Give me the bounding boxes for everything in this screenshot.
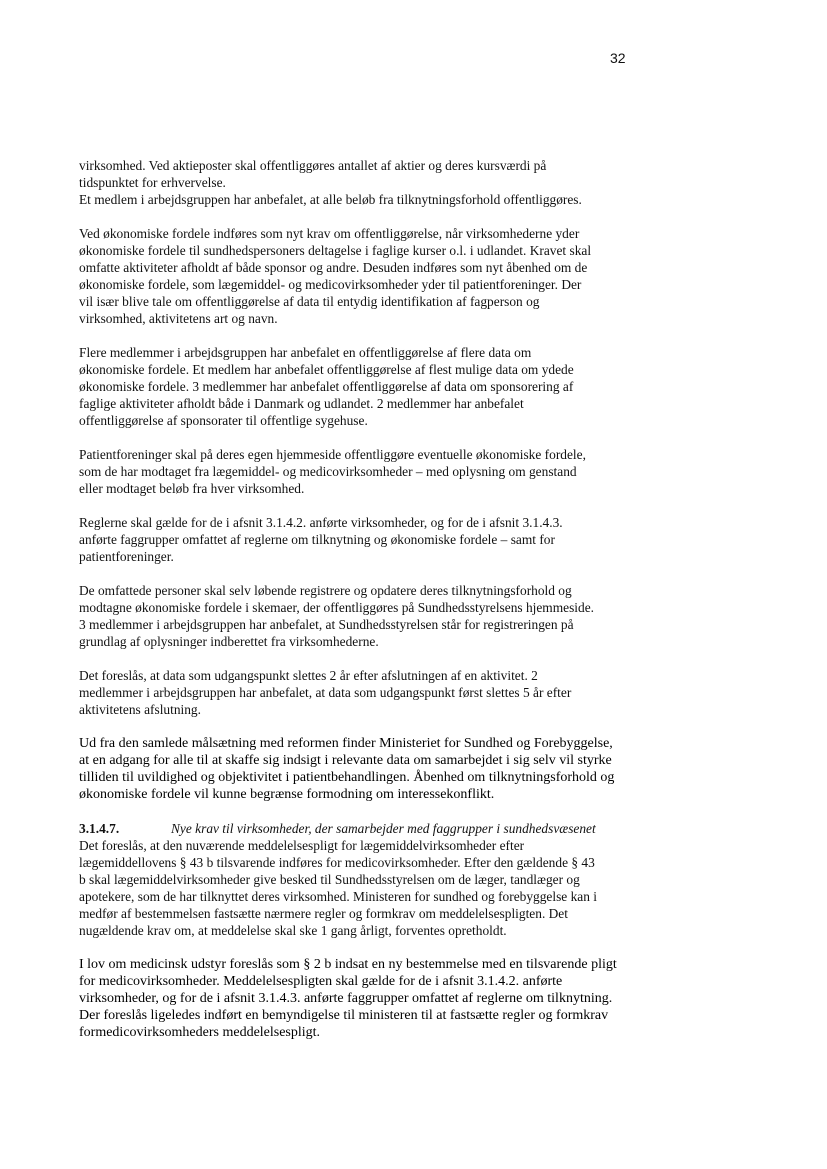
document-body bbox=[79, 157, 624, 1058]
text-line: Reglerne skal gælde for de i afsnit 3.1.4.2. anførte virksomheder, og for de i afsnit 3.1.4.3. bbox=[79, 515, 563, 530]
text-line: økonomiske fordele. 3 medlemmer har anbefalet offentliggørelse af data om sponsorering af bbox=[79, 379, 574, 394]
final-paragraph bbox=[79, 956, 624, 1041]
text-line: omfatte aktiviteter afholdt af både sponsor og andre. Desuden indføres som nyt åbenhed om de bbox=[79, 260, 588, 275]
paragraph bbox=[79, 582, 624, 650]
text-line: patientforeninger. bbox=[79, 549, 174, 564]
text-line: tidspunktet for erhvervelse. bbox=[79, 175, 226, 190]
text-line: anførte faggrupper omfattet af reglerne om tilknytning og økonomiske fordele – samt for bbox=[79, 532, 555, 547]
text-line: grundlag af oplysninger indberettet fra virksomhederne. bbox=[79, 634, 379, 649]
text-line: Ud fra den samlede målsætning med reformen finder Ministeriet for Sundhed og Forebyggelse, bbox=[79, 736, 613, 751]
text-line: 3 medlemmer i arbejdsgruppen har anbefalet, at Sundhedsstyrelsen står for registreringen på bbox=[79, 617, 574, 632]
text-line: Et medlem i arbejdsgruppen har anbefalet, at alle beløb fra tilknytningsforhold offentliggøres. bbox=[79, 192, 582, 207]
text-line: virksomhed, aktivitetens art og navn. bbox=[79, 311, 278, 326]
section-3-1-4-7 bbox=[79, 820, 624, 939]
text-line: faglige aktiviteter afholdt både i Danmark og udlandet. 2 medlemmer har anbefalet bbox=[79, 396, 524, 411]
text-line: nugældende krav om, at meddelelse skal ske 1 gang årligt, forventes opretholdt. bbox=[79, 923, 507, 938]
text-line: økonomiske fordele til sundhedspersoners deltagelse i faglige kurser o.l. i udlandet. Kravet skal bbox=[79, 243, 592, 258]
text-line: tilliden til uvildighed og objektivitet i patientbehandlingen. Åbenhed om tilknytningsforhold og bbox=[79, 770, 615, 785]
section-title: Nye krav til virksomheder, der samarbejder med faggrupper i sundhedsvæsenet bbox=[171, 821, 596, 836]
section-heading bbox=[79, 820, 624, 837]
text-line: Patientforeninger skal på deres egen hjemmeside offentliggøre eventuelle økonomiske fordele, bbox=[79, 447, 586, 462]
text-line: Flere medlemmer i arbejdsgruppen har anbefalet en offentliggørelse af flere data om bbox=[79, 345, 532, 360]
text-line: økonomiske fordele vil kunne begrænse formodning om interessekonflikt. bbox=[79, 787, 495, 802]
text-line: lægemiddellovens § 43 b tilsvarende indføres for medicovirksomheder. Efter den gældende § 43 bbox=[79, 855, 595, 870]
text-line: modtagne økonomiske fordele i skemaer, der offentliggøres på Sundhedsstyrelsens hjemmeside. bbox=[79, 600, 595, 615]
text-line: Der foreslås ligeledes indført en bemyndigelse til ministeren til at fastsætte regler og formkrav bbox=[79, 1008, 609, 1023]
text-line: Det foreslås, at den nuværende meddelelsespligt for lægemiddelvirksomheder efter bbox=[79, 838, 525, 853]
text-line: virksomhed. Ved aktieposter skal offentliggøres antallet af aktier og deres kursværdi på bbox=[79, 158, 547, 173]
text-line: Ved økonomiske fordele indføres som nyt krav om offentliggørelse, når virksomhederne yder bbox=[79, 226, 580, 241]
paragraph bbox=[79, 225, 624, 327]
text-line: formedicovirksomheders meddelelsespligt. bbox=[79, 1025, 321, 1040]
text-line: I lov om medicinsk udstyr foreslås som § 2 b indsat en ny bestemmelse med en tilsvarende pligt bbox=[79, 957, 617, 972]
text-line: for medicovirksomheder. Meddelelsespligten skal gælde for de i afsnit 3.1.4.2. anførte bbox=[79, 974, 563, 989]
text-line: økonomiske fordele. Et medlem har anbefalet offentliggørelse af flest mulige data om ydede bbox=[79, 362, 574, 377]
paragraph bbox=[79, 514, 624, 565]
text-line: økonomiske fordele, som lægemiddel- og medicovirksomheder yder til patientforeninger. Der bbox=[79, 277, 582, 292]
section-number: 3.1.4.7. bbox=[79, 821, 120, 836]
text-line: Det foreslås, at data som udgangspunkt slettes 2 år efter afslutningen af en aktivitet. 2 bbox=[79, 668, 538, 683]
text-line: aktivitetens afslutning. bbox=[79, 702, 201, 717]
paragraph bbox=[79, 667, 624, 718]
text-line: vil især blive tale om offentliggørelse af data til entydig identifikation af fagperson og bbox=[79, 294, 540, 309]
text-line: apotekere, som de har tilknyttet deres virksomhed. Ministeren for sundhed og forebyggelse kan i bbox=[79, 889, 598, 904]
text-line: eller modtaget beløb fra hver virksomhed. bbox=[79, 481, 305, 496]
paragraph bbox=[79, 344, 624, 429]
page-number: 32 bbox=[610, 50, 626, 66]
paragraph bbox=[79, 157, 624, 208]
text-line: De omfattede personer skal selv løbende registrere og opdatere deres tilknytningsforhold og bbox=[79, 583, 572, 598]
text-line: medfør af bestemmelsen fastsætte nærmere regler og formkrav om meddelelsespligten. Det bbox=[79, 906, 568, 921]
text-line: b skal lægemiddelvirksomheder give besked til Sundhedsstyrelsen om de læger, tandlæger og bbox=[79, 872, 580, 887]
paragraph bbox=[79, 735, 624, 803]
text-line: medlemmer i arbejdsgruppen har anbefalet, at data som udgangspunkt først slettes 5 år efter bbox=[79, 685, 572, 700]
paragraph bbox=[79, 446, 624, 497]
text-line: at en adgang for alle til at skaffe sig indsigt i relevante data om samarbejdet i sig selv vil styrke bbox=[79, 753, 612, 768]
text-line: som de har modtaget fra lægemiddel- og medicovirksomheder – med oplysning om genstand bbox=[79, 464, 577, 479]
text-line: virksomheder, og for de i afsnit 3.1.4.3. anførte faggrupper omfattet af reglerne om tilknytning. bbox=[79, 991, 613, 1006]
text-line: offentliggørelse af sponsorater til offentlige sygehuse. bbox=[79, 413, 368, 428]
